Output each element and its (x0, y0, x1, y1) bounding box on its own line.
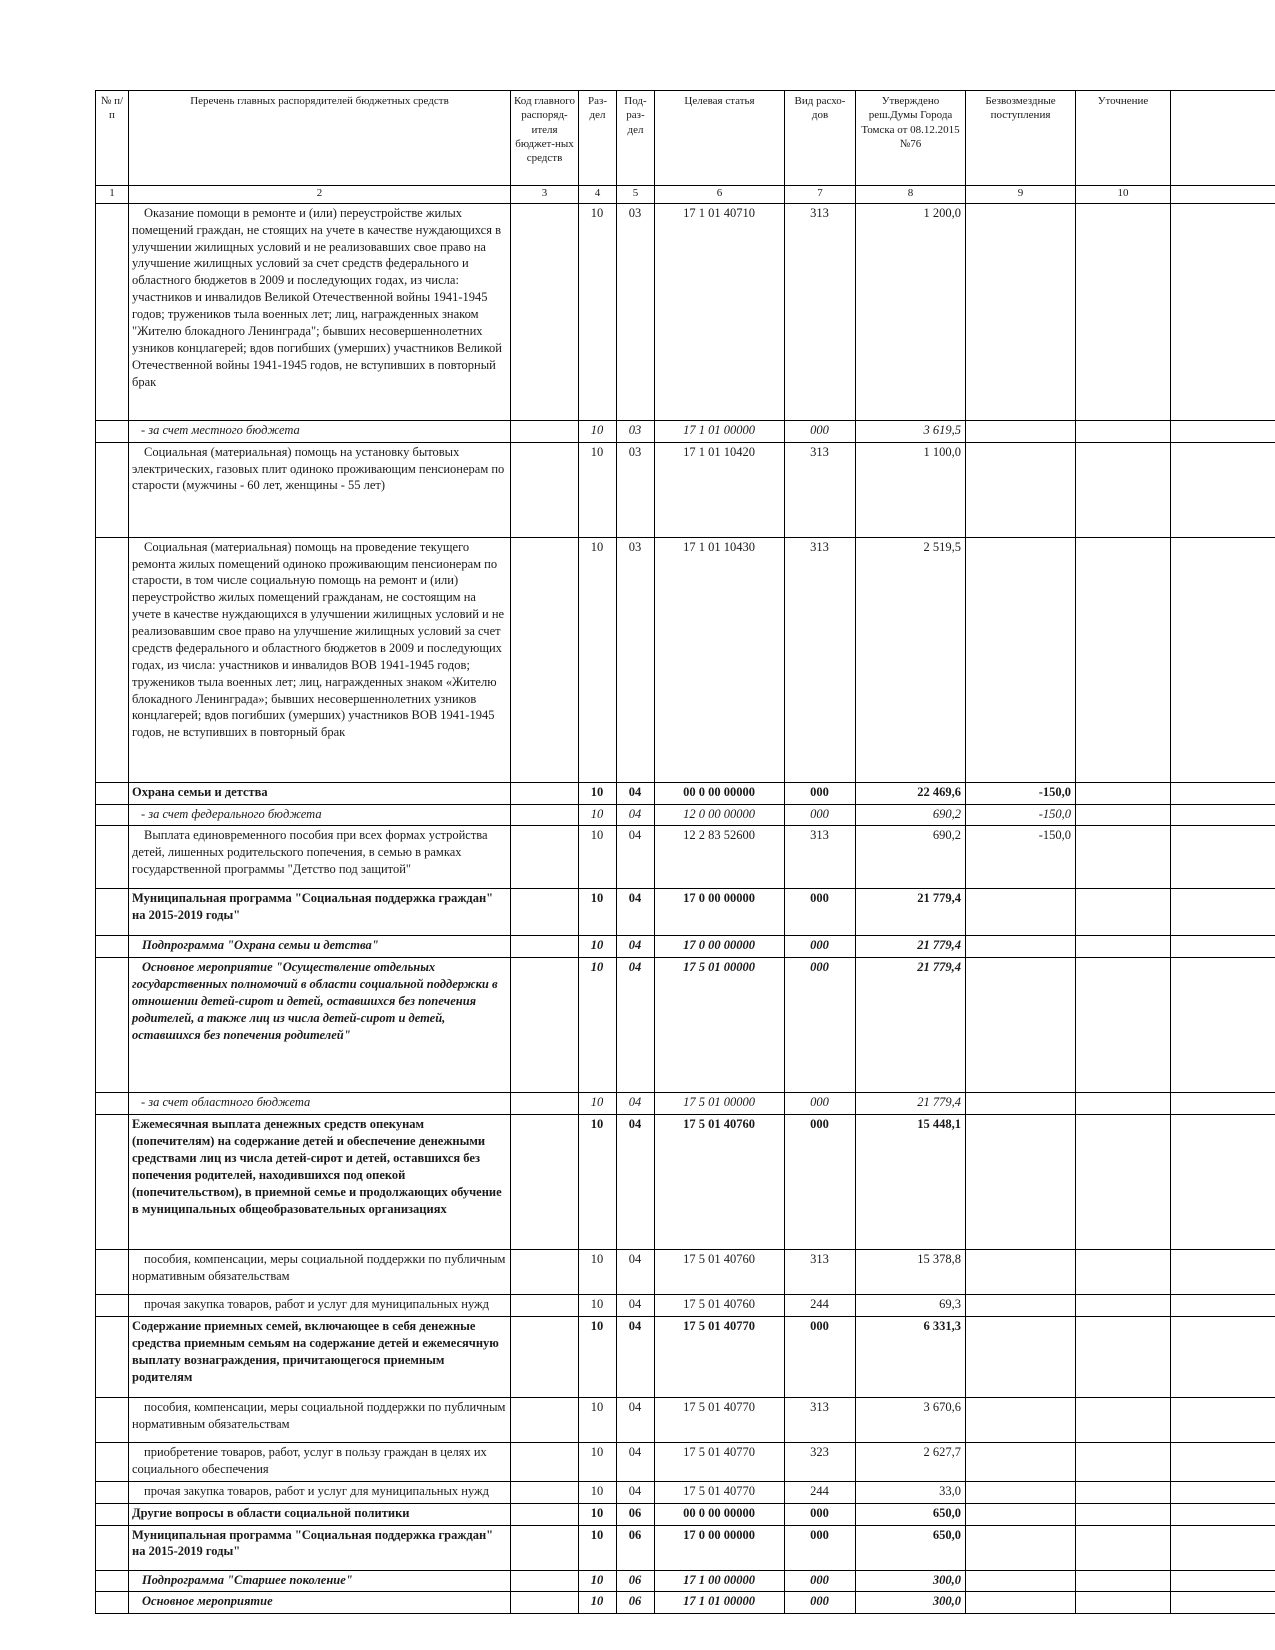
row-name: Ежемесячная выплата денежных средств опекунам (попечителям) на содержание детей и обеспечение денежными средствами лиц из числа детей-сирот и детей, оставшихся без попечения родителей, находившихся под опекой (попечительством), в приемной семье и продолжающих обучение в муниципальных общеобразовательных организациях (129, 1115, 511, 1250)
row-approved: 33,0 (856, 1481, 966, 1503)
row-razdel: 10 (579, 958, 617, 1093)
row-clarification (1076, 1295, 1171, 1317)
row-npp (96, 1592, 129, 1614)
row-approved: 650,0 (856, 1503, 966, 1525)
row-expense-type: 313 (785, 203, 856, 420)
row-expense-type: 000 (785, 1525, 856, 1570)
row-expense-type: 000 (785, 1115, 856, 1250)
row-podrazdel: 04 (617, 958, 655, 1093)
row-extra (1171, 782, 1275, 804)
row-razdel: 10 (579, 1570, 617, 1592)
table-row (96, 1250, 1275, 1295)
row-grbs-code (511, 1592, 579, 1614)
row-razdel: 10 (579, 1525, 617, 1570)
row-target-article: 17 1 01 10430 (655, 537, 785, 782)
row-npp (96, 889, 129, 936)
table-row (96, 1481, 1275, 1503)
row-podrazdel: 04 (617, 1093, 655, 1115)
row-grbs-code (511, 1317, 579, 1398)
row-extra (1171, 537, 1275, 782)
col-number-5: 5 (617, 186, 655, 204)
row-name: - за счет местного бюджета (129, 420, 511, 442)
row-extra (1171, 1443, 1275, 1482)
row-target-article: 17 5 01 40770 (655, 1317, 785, 1398)
row-name: Социальная (материальная) помощь на установку бытовых электрических, газовых плит одиноко проживающим пенсионерам по старости (мужчины - 60 лет, женщины - 55 лет) (129, 442, 511, 537)
row-extra (1171, 203, 1275, 420)
row-razdel: 10 (579, 537, 617, 782)
row-razdel: 10 (579, 203, 617, 420)
table-row (96, 958, 1275, 1093)
row-gratuitous: -150,0 (966, 826, 1076, 889)
row-name: прочая закупка товаров, работ и услуг для муниципальных нужд (129, 1481, 511, 1503)
row-grbs-code (511, 958, 579, 1093)
row-razdel: 10 (579, 826, 617, 889)
table-row (96, 203, 1275, 420)
row-gratuitous (966, 958, 1076, 1093)
row-grbs-code (511, 1503, 579, 1525)
row-grbs-code (511, 782, 579, 804)
row-clarification (1076, 826, 1171, 889)
row-podrazdel: 04 (617, 1115, 655, 1250)
column-number-row (96, 186, 1275, 204)
table-body (96, 203, 1275, 1614)
row-clarification (1076, 782, 1171, 804)
row-grbs-code (511, 1443, 579, 1482)
row-npp (96, 1570, 129, 1592)
row-gratuitous (966, 1481, 1076, 1503)
row-expense-type: 000 (785, 804, 856, 826)
table-row (96, 1398, 1275, 1443)
row-extra (1171, 420, 1275, 442)
table-row (96, 1503, 1275, 1525)
row-approved: 1 100,0 (856, 442, 966, 537)
row-podrazdel: 06 (617, 1503, 655, 1525)
row-name: прочая закупка товаров, работ и услуг для муниципальных нужд (129, 1295, 511, 1317)
row-npp (96, 1250, 129, 1295)
row-gratuitous: -150,0 (966, 804, 1076, 826)
row-extra (1171, 1398, 1275, 1443)
row-podrazdel: 04 (617, 1481, 655, 1503)
row-approved: 300,0 (856, 1570, 966, 1592)
row-expense-type: 313 (785, 826, 856, 889)
row-extra (1171, 1115, 1275, 1250)
col-number-8: 8 (856, 186, 966, 204)
row-podrazdel: 04 (617, 1443, 655, 1482)
row-gratuitous (966, 1570, 1076, 1592)
row-expense-type: 244 (785, 1481, 856, 1503)
row-razdel: 10 (579, 1443, 617, 1482)
row-grbs-code (511, 1481, 579, 1503)
row-npp (96, 782, 129, 804)
row-podrazdel: 04 (617, 1398, 655, 1443)
row-podrazdel: 04 (617, 936, 655, 958)
row-razdel: 10 (579, 782, 617, 804)
row-podrazdel: 06 (617, 1570, 655, 1592)
table-row (96, 1317, 1275, 1398)
row-name: Основное мероприятие (129, 1592, 511, 1614)
row-razdel: 10 (579, 1093, 617, 1115)
row-target-article: 17 5 01 00000 (655, 958, 785, 1093)
table-row (96, 782, 1275, 804)
row-podrazdel: 03 (617, 442, 655, 537)
row-gratuitous (966, 1398, 1076, 1443)
col-header-name: Перечень главных распорядителей бюджетных средств (129, 91, 511, 186)
row-clarification (1076, 420, 1171, 442)
row-name: Подпрограмма "Старшее поколение" (129, 1570, 511, 1592)
table-row (96, 537, 1275, 782)
row-extra (1171, 1481, 1275, 1503)
row-clarification (1076, 442, 1171, 537)
row-npp (96, 1443, 129, 1482)
row-grbs-code (511, 537, 579, 782)
row-approved: 15 448,1 (856, 1115, 966, 1250)
row-extra (1171, 442, 1275, 537)
row-podrazdel: 04 (617, 804, 655, 826)
row-target-article: 17 1 01 10420 (655, 442, 785, 537)
table-row (96, 1443, 1275, 1482)
table-row (96, 936, 1275, 958)
row-target-article: 17 5 01 40760 (655, 1250, 785, 1295)
row-clarification (1076, 804, 1171, 826)
row-gratuitous (966, 1317, 1076, 1398)
row-podrazdel: 06 (617, 1525, 655, 1570)
row-razdel: 10 (579, 936, 617, 958)
row-approved: 690,2 (856, 804, 966, 826)
row-target-article: 17 1 01 00000 (655, 420, 785, 442)
row-gratuitous (966, 420, 1076, 442)
row-name: Социальная (материальная) помощь на проведение текущего ремонта жилых помещений одиноко проживающим пенсионерам по старости, в том числе социальную помощь на ремонт и (или) переустройство жилых помещений гражданам, не состоящим на учете в качестве нуждающихся в улучшении жилищных условий и не реализовавшим свое право на улучшение жилищных условий за счет средств федерального и областного бюджетов в 2009 и последующих годах, из числа: участников и инвалидов ВОВ 1941-1945 годов; тружеников тыла военных лет; лиц, награжденных знаком «Жителю блокадного Ленинграда»; бывших несовершеннолетних узников концлагерей; вдов погибших (умерших) участников ВОВ 1941-1945 годов, не вступивших в повторный брак (129, 537, 511, 782)
row-expense-type: 000 (785, 1093, 856, 1115)
row-approved: 1 200,0 (856, 203, 966, 420)
table-row (96, 442, 1275, 537)
row-expense-type: 244 (785, 1295, 856, 1317)
row-extra (1171, 1317, 1275, 1398)
row-grbs-code (511, 804, 579, 826)
row-razdel: 10 (579, 442, 617, 537)
table-row (96, 804, 1275, 826)
row-approved: 69,3 (856, 1295, 966, 1317)
row-clarification (1076, 1317, 1171, 1398)
row-podrazdel: 04 (617, 889, 655, 936)
row-gratuitous (966, 1443, 1076, 1482)
col-number-10: 10 (1076, 186, 1171, 204)
row-clarification (1076, 1570, 1171, 1592)
row-gratuitous (966, 442, 1076, 537)
table-header-row (96, 91, 1275, 186)
row-grbs-code (511, 936, 579, 958)
row-expense-type: 313 (785, 537, 856, 782)
row-name: Содержание приемных семей, включающее в себя денежные средства приемным семьям на содержание детей и ежемесячную выплату вознаграждения, причитающегося приемным родителям (129, 1317, 511, 1398)
row-razdel: 10 (579, 804, 617, 826)
col-number-6: 6 (655, 186, 785, 204)
row-npp (96, 1317, 129, 1398)
row-name: - за счет областного бюджета (129, 1093, 511, 1115)
row-target-article: 17 1 00 00000 (655, 1570, 785, 1592)
table-row (96, 1525, 1275, 1570)
row-target-article: 17 5 01 40770 (655, 1398, 785, 1443)
row-target-article: 17 1 01 40710 (655, 203, 785, 420)
col-number-3: 3 (511, 186, 579, 204)
row-razdel: 10 (579, 1250, 617, 1295)
row-clarification (1076, 889, 1171, 936)
table-row (96, 420, 1275, 442)
row-extra (1171, 1570, 1275, 1592)
row-name: Оказание помощи в ремонте и (или) переустройстве жилых помещений граждан, не стоящих на учете в качестве нуждающихся в улучшении жилищных условий и не реализовавших свое право на улучшение жилищных условий за счет средств федерального и областного бюджетов в 2009 и последующих годах, из числа: участников и инвалидов Великой Отечественной войны 1941-1945 годов; тружеников тыла военных лет; лиц, награжденных знаком "Жителю блокадного Ленинграда"; бывших несовершеннолетних узников концлагерей; вдов погибших (умерших) участников Великой Отечественной войны 1941-1945 годов, не вступивших в повторный брак (129, 203, 511, 420)
row-clarification (1076, 1481, 1171, 1503)
row-grbs-code (511, 1250, 579, 1295)
row-clarification (1076, 1525, 1171, 1570)
row-name: Охрана семьи и детства (129, 782, 511, 804)
row-approved: 21 779,4 (856, 936, 966, 958)
row-podrazdel: 04 (617, 826, 655, 889)
row-name: пособия, компенсации, меры социальной поддержки по публичным нормативным обязательствам (129, 1250, 511, 1295)
row-approved: 3 619,5 (856, 420, 966, 442)
row-grbs-code (511, 1525, 579, 1570)
row-npp (96, 1295, 129, 1317)
row-target-article: 00 0 00 00000 (655, 782, 785, 804)
row-extra (1171, 804, 1275, 826)
row-expense-type: 000 (785, 782, 856, 804)
row-grbs-code (511, 889, 579, 936)
col-number-1: 1 (96, 186, 129, 204)
row-target-article: 17 0 00 00000 (655, 889, 785, 936)
row-grbs-code (511, 442, 579, 537)
row-npp (96, 1398, 129, 1443)
row-extra (1171, 1525, 1275, 1570)
row-gratuitous (966, 537, 1076, 782)
row-name: Выплата единовременного пособия при всех формах устройства детей, лишенных родительского попечения, в семью в рамках государственной программы "Детство под защитой" (129, 826, 511, 889)
row-gratuitous (966, 1295, 1076, 1317)
row-target-article: 12 0 00 00000 (655, 804, 785, 826)
row-approved: 21 779,4 (856, 889, 966, 936)
row-target-article: 17 5 01 40770 (655, 1443, 785, 1482)
table-row (96, 1295, 1275, 1317)
table-row (96, 1592, 1275, 1614)
row-razdel: 10 (579, 1398, 617, 1443)
row-name: пособия, компенсации, меры социальной поддержки по публичным нормативным обязательствам (129, 1398, 511, 1443)
col-header-gratuitous: Безвозмездные поступления (966, 91, 1076, 186)
row-approved: 6 331,3 (856, 1317, 966, 1398)
row-clarification (1076, 958, 1171, 1093)
row-grbs-code (511, 1093, 579, 1115)
row-gratuitous (966, 936, 1076, 958)
col-header-razdel: Раз-дел (579, 91, 617, 186)
row-extra (1171, 1093, 1275, 1115)
row-podrazdel: 04 (617, 1317, 655, 1398)
row-npp (96, 1503, 129, 1525)
row-gratuitous (966, 203, 1076, 420)
row-target-article: 12 2 83 52600 (655, 826, 785, 889)
row-expense-type: 000 (785, 936, 856, 958)
row-grbs-code (511, 1398, 579, 1443)
row-gratuitous (966, 1525, 1076, 1570)
row-clarification (1076, 203, 1171, 420)
row-extra (1171, 958, 1275, 1093)
row-npp (96, 936, 129, 958)
row-clarification (1076, 1503, 1171, 1525)
row-name: - за счет федерального бюджета (129, 804, 511, 826)
row-extra (1171, 1295, 1275, 1317)
row-npp (96, 420, 129, 442)
row-extra (1171, 889, 1275, 936)
row-target-article: 00 0 00 00000 (655, 1503, 785, 1525)
col-number-9: 9 (966, 186, 1076, 204)
row-npp (96, 958, 129, 1093)
row-razdel: 10 (579, 1317, 617, 1398)
row-gratuitous: -150,0 (966, 782, 1076, 804)
row-approved: 22 469,6 (856, 782, 966, 804)
row-clarification (1076, 1443, 1171, 1482)
col-header-podrazdel: Под-раз-дел (617, 91, 655, 186)
row-razdel: 10 (579, 889, 617, 936)
row-gratuitous (966, 1592, 1076, 1614)
row-approved: 2 519,5 (856, 537, 966, 782)
row-target-article: 17 5 01 40760 (655, 1295, 785, 1317)
row-npp (96, 1093, 129, 1115)
row-expense-type: 323 (785, 1443, 856, 1482)
col-header-approved: Утверждено реш.Думы Города Томска от 08.12.2015 №76 (856, 91, 966, 186)
table-row (96, 889, 1275, 936)
col-header-extra (1171, 91, 1275, 186)
row-clarification (1076, 1592, 1171, 1614)
table-row (96, 1093, 1275, 1115)
col-number-2: 2 (129, 186, 511, 204)
row-approved: 15 378,8 (856, 1250, 966, 1295)
row-clarification (1076, 537, 1171, 782)
row-approved: 690,2 (856, 826, 966, 889)
row-razdel: 10 (579, 1503, 617, 1525)
row-name: Муниципальная программа "Социальная поддержка граждан" на 2015-2019 годы" (129, 1525, 511, 1570)
row-grbs-code (511, 420, 579, 442)
row-podrazdel: 04 (617, 1250, 655, 1295)
row-target-article: 17 0 00 00000 (655, 1525, 785, 1570)
table-row (96, 1570, 1275, 1592)
row-npp (96, 1481, 129, 1503)
budget-table (95, 90, 1275, 1614)
row-clarification (1076, 1250, 1171, 1295)
row-expense-type: 000 (785, 958, 856, 1093)
row-podrazdel: 03 (617, 203, 655, 420)
row-target-article: 17 5 01 40770 (655, 1481, 785, 1503)
row-approved: 21 779,4 (856, 1093, 966, 1115)
row-name: Подпрограмма "Охрана семьи и детства" (129, 936, 511, 958)
row-podrazdel: 04 (617, 782, 655, 804)
col-header-grbs-code: Код главного распоряд-ителя бюджет-ных средств (511, 91, 579, 186)
row-clarification (1076, 1093, 1171, 1115)
col-header-clarification: Уточнение (1076, 91, 1171, 186)
row-approved: 2 627,7 (856, 1443, 966, 1482)
row-target-article: 17 5 01 00000 (655, 1093, 785, 1115)
row-gratuitous (966, 889, 1076, 936)
row-expense-type: 313 (785, 442, 856, 537)
row-approved: 3 670,6 (856, 1398, 966, 1443)
row-podrazdel: 06 (617, 1592, 655, 1614)
row-razdel: 10 (579, 1592, 617, 1614)
row-razdel: 10 (579, 1295, 617, 1317)
row-extra (1171, 1503, 1275, 1525)
row-expense-type: 000 (785, 1570, 856, 1592)
row-expense-type: 313 (785, 1250, 856, 1295)
row-razdel: 10 (579, 1115, 617, 1250)
row-gratuitous (966, 1250, 1076, 1295)
col-header-npp: № п/п (96, 91, 129, 186)
row-extra (1171, 1250, 1275, 1295)
col-number-extra (1171, 186, 1275, 204)
row-name: Основное мероприятие "Осуществление отдельных государственных полномочий в области социальной поддержки в отношении детей-сирот и детей, оставшихся без попечения родителей, а также лиц из числа детей-сирот и детей, оставшихся без попечения родителей" (129, 958, 511, 1093)
row-npp (96, 537, 129, 782)
row-target-article: 17 5 01 40760 (655, 1115, 785, 1250)
row-name: приобретение товаров, работ, услуг в пользу граждан в целях их социального обеспечения (129, 1443, 511, 1482)
col-number-4: 4 (579, 186, 617, 204)
row-razdel: 10 (579, 1481, 617, 1503)
row-extra (1171, 1592, 1275, 1614)
row-podrazdel: 04 (617, 1295, 655, 1317)
row-grbs-code (511, 1115, 579, 1250)
row-gratuitous (966, 1115, 1076, 1250)
row-clarification (1076, 936, 1171, 958)
row-podrazdel: 03 (617, 537, 655, 782)
row-approved: 21 779,4 (856, 958, 966, 1093)
row-expense-type: 000 (785, 1503, 856, 1525)
row-clarification (1076, 1115, 1171, 1250)
row-npp (96, 1115, 129, 1250)
row-extra (1171, 826, 1275, 889)
table-row (96, 1115, 1275, 1250)
col-number-7: 7 (785, 186, 856, 204)
row-grbs-code (511, 826, 579, 889)
row-expense-type: 000 (785, 1317, 856, 1398)
row-expense-type: 313 (785, 1398, 856, 1443)
row-npp (96, 203, 129, 420)
row-name: Муниципальная программа "Социальная поддержка граждан" на 2015-2019 годы" (129, 889, 511, 936)
row-name: Другие вопросы в области социальной политики (129, 1503, 511, 1525)
col-header-expense-type: Вид расхо-дов (785, 91, 856, 186)
row-gratuitous (966, 1093, 1076, 1115)
row-podrazdel: 03 (617, 420, 655, 442)
row-grbs-code (511, 1570, 579, 1592)
row-npp (96, 804, 129, 826)
row-npp (96, 826, 129, 889)
row-extra (1171, 936, 1275, 958)
row-expense-type: 000 (785, 1592, 856, 1614)
row-clarification (1076, 1398, 1171, 1443)
row-npp (96, 442, 129, 537)
row-expense-type: 000 (785, 420, 856, 442)
row-grbs-code (511, 1295, 579, 1317)
row-approved: 650,0 (856, 1525, 966, 1570)
row-grbs-code (511, 203, 579, 420)
col-header-target-article: Целевая статья (655, 91, 785, 186)
row-expense-type: 000 (785, 889, 856, 936)
row-gratuitous (966, 1503, 1076, 1525)
table-row (96, 826, 1275, 889)
row-npp (96, 1525, 129, 1570)
row-target-article: 17 1 01 00000 (655, 1592, 785, 1614)
row-razdel: 10 (579, 420, 617, 442)
row-target-article: 17 0 00 00000 (655, 936, 785, 958)
row-approved: 300,0 (856, 1592, 966, 1614)
